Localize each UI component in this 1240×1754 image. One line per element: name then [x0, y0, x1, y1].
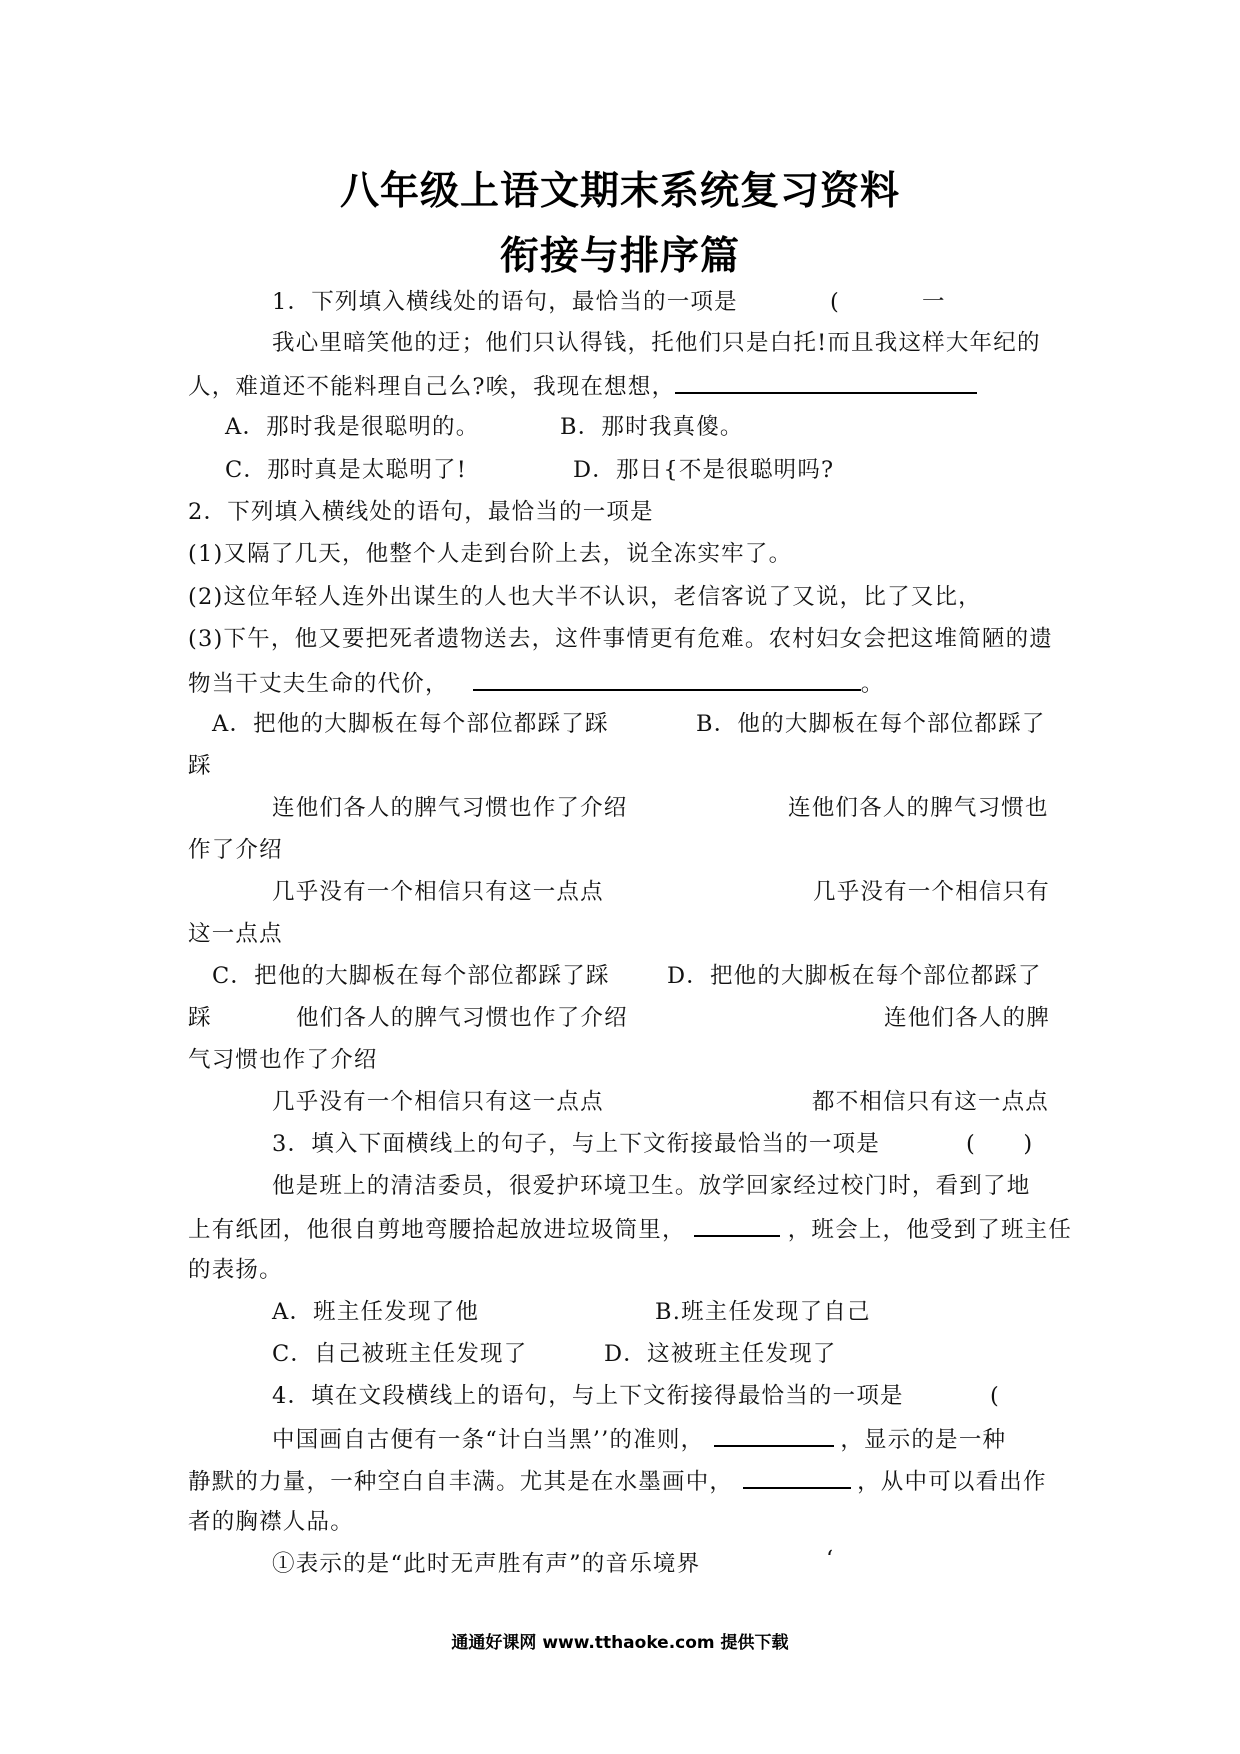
- q4-text-3: 者的胸襟人品。: [188, 1509, 354, 1535]
- q3-text-3: 的表扬。: [188, 1257, 283, 1283]
- q2-option-b-line2: 连他们各人的脾气习惯也: [788, 795, 1049, 821]
- q4-paren: (: [990, 1383, 1000, 1409]
- q4-blank-1: [714, 1423, 834, 1447]
- q3-option-b: B.班主任发现了自己: [655, 1299, 871, 1325]
- q4-text-1a: 中国画自古便有一条“计白当黑’’的准则，: [272, 1427, 705, 1453]
- document-title: 八年级上语文期末系统复习资料: [339, 169, 900, 214]
- q2-option-d-line1: D．把他的大脚板在每个部位都踩了: [667, 963, 1042, 989]
- q2-option-c-line1: C．把他的大脚板在每个部位都踩了踩: [212, 963, 610, 989]
- q3-paren: ( ): [966, 1131, 1034, 1157]
- q1-option-c: C．那时真是太聪明了!: [225, 457, 467, 483]
- q2-option-b-line3: 几乎没有一个相信只有: [813, 879, 1051, 905]
- q1-blank: [675, 370, 977, 394]
- q2-sentence-3-end: 。: [860, 671, 885, 697]
- q2-sentence-1: (1)又隔了几天，他整个人走到台阶上去，说全冻实牢了。: [188, 541, 793, 567]
- q3-option-a: A．班主任发现了他: [272, 1299, 480, 1325]
- q2-sentence-2: (2)这位年轻人连外出谋生的人也大半不认识，老信客说了又说，比了又比，: [188, 584, 982, 610]
- q1-option-b: B．那时我真傻。: [560, 414, 744, 440]
- q2-option-d-line2: 连他们各人的脾: [884, 1005, 1050, 1031]
- q1-option-a: A．那时我是很聪明的。: [225, 414, 480, 440]
- q2-option-d-line2-cont: 气习惯也作了介绍: [188, 1047, 378, 1073]
- q1-option-d: D．那日{不是很聪明吗?: [573, 457, 835, 483]
- q1-paren: (: [830, 289, 840, 315]
- q4-item-1: ①表示的是“此时无声胜有声”的音乐境界: [272, 1551, 701, 1577]
- q4-text-1: [272, 1423, 1006, 1455]
- q4-text-2b: ，从中可以看出作: [857, 1469, 1047, 1495]
- q2-option-a-line3: 几乎没有一个相信只有这一点点: [272, 879, 604, 905]
- q3-option-c: C．自己被班主任发现了: [272, 1341, 528, 1367]
- page-footer: 通通好课网 www.tthaoke.com 提供下载: [451, 1633, 789, 1653]
- q1-text-2: [188, 370, 977, 402]
- q2-option-c-line3: 几乎没有一个相信只有这一点点: [272, 1089, 604, 1115]
- q4-text-1b: ，显示的是一种: [840, 1427, 1007, 1453]
- q3-option-d: D．这被班主任发现了: [604, 1341, 837, 1367]
- q2-sentence-3a: (3)下午，他又要把死者遗物送去，这件事情更有危难。农村妇女会把这堆简陋的遗: [188, 626, 1053, 652]
- q1-text-1: 我心里暗笑他的迂；他们只认得钱，托他们只是白托!而且我这样大年纪的: [272, 330, 1041, 356]
- q2-blank: [473, 667, 861, 691]
- q2-option-b-line1-cont: 踩: [188, 753, 212, 779]
- q1-stem: 1．下列填入横线处的语句，最恰当的一项是: [272, 289, 738, 315]
- q2-sentence-3b: [188, 667, 884, 699]
- q3-text-1: 他是班上的清洁委员，很爱护环境卫生。放学回家经过校门时，看到了地: [272, 1173, 1031, 1199]
- q1-dash: 一: [922, 289, 946, 315]
- q1-text-2-content: 人，难道还不能料理自己么?唉，我现在想想，: [188, 374, 676, 400]
- q2-option-d-line1-cont: 踩: [188, 1005, 212, 1031]
- q4-blank-2: [743, 1465, 851, 1489]
- q2-option-a-line1: A．把他的大脚板在每个部位都踩了踩: [212, 711, 609, 737]
- document-subtitle: 衔接与排序篇: [499, 234, 740, 279]
- q3-stem: 3．填入下面横线上的句子，与上下文衔接最恰当的一项是: [272, 1131, 881, 1157]
- q3-text-2b: ，班会上，他受到了班主任: [787, 1217, 1073, 1243]
- q4-text-2a: 静默的力量，一种空白自丰满。尤其是在水墨画中，: [188, 1469, 734, 1495]
- q2-option-a-line2: 连他们各人的脾气习惯也作了介绍: [272, 795, 628, 821]
- q2-option-c-line2: 他们各人的脾气习惯也作了介绍: [296, 1005, 628, 1031]
- q2-option-b-line2-cont: 作了介绍: [188, 837, 283, 863]
- q2-option-d-line3: 都不相信只有这一点点: [812, 1089, 1050, 1115]
- q2-option-b-line1: B．他的大脚板在每个部位都踩了: [696, 711, 1046, 737]
- q3-text-2: [188, 1213, 1072, 1245]
- q3-blank: [694, 1213, 780, 1237]
- q2-option-b-line3-cont: 这一点点: [188, 921, 283, 947]
- q4-stray-mark: ‘: [826, 1546, 835, 1572]
- q2-sentence-3b-content: 物当干丈夫生命的代价，: [188, 671, 449, 697]
- q3-text-2a: 上有纸团，他很自剪地弯腰拾起放进垃圾筒里，: [188, 1217, 686, 1243]
- q4-text-2: [188, 1465, 1047, 1497]
- q4-stem: 4．填在文段横线上的语句，与上下文衔接得最恰当的一项是: [272, 1383, 904, 1409]
- q2-stem: 2．下列填入横线处的语句，最恰当的一项是: [188, 499, 654, 525]
